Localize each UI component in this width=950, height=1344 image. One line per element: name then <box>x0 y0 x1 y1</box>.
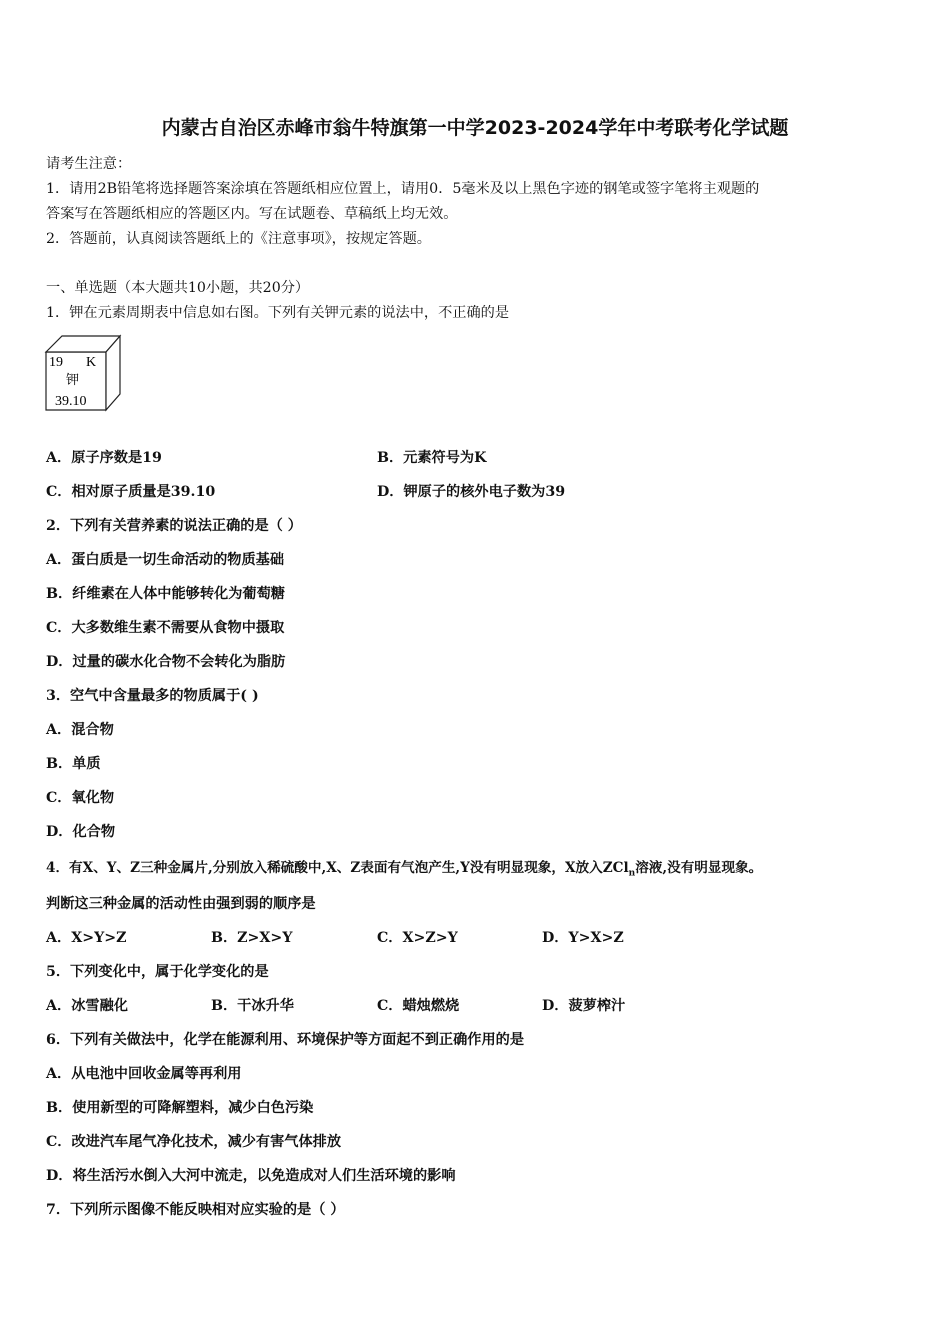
notice-line-1: 1．请用2B铅笔将选择题答案涂填在答题纸相应位置上，请用0．5毫米及以上黑色字迹的钢笔或签字笔将主观题的 <box>46 181 760 197</box>
q1-option-a: A．原子序数是19 <box>46 450 162 466</box>
q3-option-b: B．单质 <box>46 756 101 772</box>
q4-stem-part-b: 溶液,没有明显现象。 <box>635 860 763 876</box>
section-heading: 一、单选题（本大题共10小题，共20分） <box>46 280 310 296</box>
q6-option-b: B．使用新型的可降解塑料，减少白色污染 <box>46 1100 314 1116</box>
q5-option-b: B．干冰升华 <box>211 998 294 1014</box>
q5-option-c: C．蜡烛燃烧 <box>377 998 460 1014</box>
q6-stem: 6．下列有关做法中，化学在能源利用、环境保护等方面起不到正确作用的是 <box>46 1032 525 1048</box>
notice-line-3: 2．答题前，认真阅读答题纸上的《注意事项》，按规定答题。 <box>46 231 431 247</box>
q4-option-c: C．X>Z>Y <box>377 930 458 946</box>
q3-option-c: C．氧化物 <box>46 790 115 806</box>
q1-option-d: D．钾原子的核外电子数为39 <box>377 484 566 500</box>
q4-option-a: A．X>Y>Z <box>46 930 127 946</box>
q5-stem: 5．下列变化中，属于化学变化的是 <box>46 964 269 980</box>
element-number: 19 <box>49 355 63 370</box>
q2-option-c: C．大多数维生素不需要从食物中摄取 <box>46 620 285 636</box>
q4-stem <box>46 856 762 879</box>
q4-stem-line-2: 判断这三种金属的活动性由强到弱的顺序是 <box>46 896 316 912</box>
q1-option-c: C．相对原子质量是39.10 <box>46 484 216 500</box>
q6-option-c: C．改进汽车尾气净化技术，减少有害气体排放 <box>46 1134 342 1150</box>
q4-option-b: B．Z>X>Y <box>211 930 293 946</box>
q2-option-d: D．过量的碳水化合物不会转化为脂肪 <box>46 654 286 670</box>
q6-option-a: A．从电池中回收金属等再利用 <box>46 1066 242 1082</box>
q4-stem-part-a: 4．有X、Y、Z三种金属片,分别放入稀硫酸中,X、Z表面有气泡产生,Y没有明显现象，X放入ZCl <box>46 860 629 876</box>
exam-title: 内蒙古自治区赤峰市翁牛特旗第一中学2023-2024学年中考联考化学试题 <box>161 117 789 139</box>
notice-heading: 请考生注意： <box>46 156 132 172</box>
element-name: 钾 <box>66 373 80 388</box>
q4-stem-subscript: n <box>628 868 636 879</box>
element-symbol: K <box>86 355 97 370</box>
q4-option-d: D．Y>X>Z <box>542 930 624 946</box>
q1-stem: 1．钾在元素周期表中信息如右图。下列有关钾元素的说法中，不正确的是 <box>46 305 510 321</box>
q3-option-a: A．混合物 <box>46 722 114 738</box>
q6-option-d: D．将生活污水倒入大河中流走，以免造成对人们生活环境的影响 <box>46 1168 456 1184</box>
q7-stem: 7．下列所示图像不能反映相对应实验的是（ ） <box>46 1202 345 1218</box>
notice-line-2: 答案写在答题纸相应的答题区内。写在试题卷、草稿纸上均无效。 <box>46 206 458 222</box>
q5-option-a: A．冰雪融化 <box>46 998 128 1014</box>
q2-option-b: B．纤维素在人体中能够转化为葡萄糖 <box>46 586 285 602</box>
q1-option-b: B．元素符号为K <box>377 450 487 466</box>
element-mass: 39.10 <box>55 394 87 409</box>
q5-option-d: D．菠萝榨汁 <box>542 998 626 1014</box>
q3-option-d: D．化合物 <box>46 824 116 840</box>
q2-option-a: A．蛋白质是一切生命活动的物质基础 <box>46 552 285 568</box>
q3-stem: 3．空气中含量最多的物质属于( ) <box>46 688 259 704</box>
q2-stem: 2．下列有关营养素的说法正确的是（ ） <box>46 518 302 534</box>
element-card <box>44 334 122 412</box>
